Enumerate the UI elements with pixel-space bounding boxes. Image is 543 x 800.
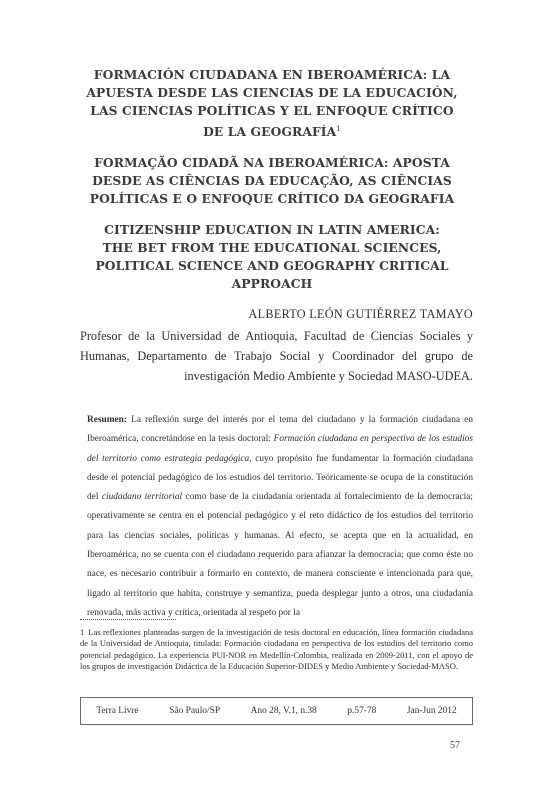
author-name: ALBERTO LEÓN GUTIÉRREZ TAMAYO bbox=[248, 307, 473, 321]
abstract-label: Resumen: bbox=[87, 415, 127, 425]
journal-date: Jan-Jun 2012 bbox=[406, 706, 457, 716]
title-line: DE LA GEOGRAFÍA bbox=[203, 124, 337, 140]
footnote-number: 1 bbox=[80, 627, 85, 637]
title-line: THE BET FROM THE EDUCATIONAL SCIENCES, bbox=[102, 240, 442, 256]
journal-place: São Paulo/SP bbox=[169, 706, 221, 716]
journal-citation-box bbox=[80, 697, 473, 725]
footnote-text: Las reflexiones planteadas surgen de la investigación de tesis doctoral en educación, línea formación ciudadana de la Universidad de Antioquia, titulada: Formación ciudadana en perspectiva de los estudios del territorio como potencial pedagógico. La experiencia PUI-NOR en Medellín-Colombia, realizada en 2009-2011, con el apoyo de los grupos de investigación Didáctica de la Educación Superior-DIDES y Medio Ambiente y Sociedad-MASO. bbox=[80, 627, 473, 672]
title-block bbox=[70, 66, 474, 293]
journal-name: Terra Livre bbox=[96, 706, 139, 716]
page-number: 57 bbox=[450, 740, 460, 751]
abstract-text: como base de la ciudadanía orientada al fortalecimiento de la democracia; operativamente se centra en el potencial pedagógico y el reto didáctico de los estudios del territorio para las ciencias sociales, políticas y humanas. Al efecto, se acepta que en la actualidad, en Iberoamérica, no se cuenta con el ciudadano requerido para afianzar la democracia; que como éste no nace, es necesario contribuir a formarlo en contexto, de manera consciente e intencionada para que, ligado al territorio que habita, construye y semantiza, pueda desplegar junto a otros, una ciudadanía renovada, más activa y crítica, orientada al respeto por la bbox=[87, 492, 473, 618]
title-line: FORMACIÓN CIUDADANA EN IBEROAMÉRICA: LA bbox=[93, 67, 451, 82]
title-line: POLITICAL SCIENCE AND GEOGRAPHY CRITICAL bbox=[95, 258, 449, 274]
journal-volume: Ano 28, V.1, n.38 bbox=[250, 706, 317, 716]
footnote-divider bbox=[80, 619, 176, 620]
title-portuguese bbox=[70, 154, 474, 208]
title-line: FORMAÇÃO CIDADÃ NA IBEROAMÉRICA: APOSTA bbox=[94, 155, 450, 171]
title-line: APPROACH bbox=[231, 276, 313, 292]
title-line: APUESTA DESDE LAS CIENCIAS DE LA EDUCACIÓN, bbox=[86, 85, 458, 100]
footnote bbox=[80, 627, 473, 673]
title-line: LAS CIENCIAS POLÍTICAS Y EL ENFOQUE CRÍTICO bbox=[90, 103, 454, 118]
abstract-term: ciudadano territorial bbox=[101, 492, 183, 503]
author-affiliation: Profesor de la Universidad de Antioquia, Facultad de Ciencias Sociales y Humanas, Departamento de Trabajo Social y Coordinador del grupo de investigación Medio Ambiente y Sociedad MASO-UDEA. bbox=[80, 329, 473, 383]
abstract-text: La reflexión surge del interés por el tema del ciudadano y la formación ciudadana en Iberoamérica, concretándose en la tesis doctoral: bbox=[87, 415, 473, 445]
abstract bbox=[87, 411, 473, 623]
abstract-text: , cuyo propósito fue fundamentar la formación ciudadana desde el potencial pedagógico de los estudios del territorio. Teóricamente se ocupa de la constitución del bbox=[87, 453, 474, 503]
title-line: POLÍTICAS E O ENFOQUE CRÍTICO DA GEOGRAFIA bbox=[89, 191, 455, 207]
title-line: CITIZENSHIP EDUCATION IN LATIN AMERICA: bbox=[104, 222, 440, 238]
title-english bbox=[70, 221, 474, 293]
abstract-thesis-title: Formación ciudadana en perspectiva de los estudios del territorio como estrategia pedagógica bbox=[87, 434, 473, 464]
footnote-mark[interactable]: 1 bbox=[336, 125, 341, 133]
title-spanish bbox=[70, 66, 474, 141]
author-block bbox=[80, 306, 473, 386]
title-line: DESDE AS CIÊNCIAS DA EDUCAÇÃO, AS CIÊNCIAS bbox=[92, 173, 452, 189]
journal-pages: p.57-78 bbox=[347, 706, 377, 716]
